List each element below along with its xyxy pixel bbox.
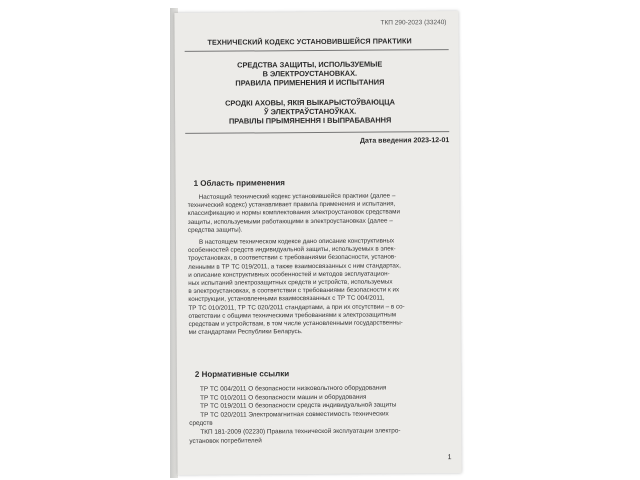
text-line: технический кодекс) устанавливает правила применения и испытания, (187, 200, 396, 210)
title-ru-line: СРЕДСТВА ЗАЩИТЫ, ИСПОЛЬЗУЕМЫЕ (237, 59, 383, 70)
text-line: ных испытаний электрозащитных средств и устройств, используемых (188, 278, 393, 287)
section-1-paragraph-1 (188, 192, 450, 235)
title-belarusian (175, 97, 445, 126)
reference-item: ТР ТС 010/2011 О безопасности машин и оборудования (200, 393, 367, 402)
text-line: ТР ТС 010/2011, ТР ТС 020/2011 стандартами, а при их отсутствии – в со- (188, 303, 405, 312)
page-number: 1 (447, 454, 452, 462)
document-code: ТКП 290-2023 (33240) (380, 19, 447, 27)
title-ru-line: ПРАВИЛА ПРИМЕНЕНИЯ И ИСПЫТАНИЯ (235, 77, 385, 88)
text-line: ми стандартами Республики Беларусь. (188, 328, 303, 337)
section-2-heading: 2 Нормативные ссылки (194, 369, 290, 379)
reference-item: ТР ТС 019/2011 О безопасности средств индивидуальной защиты (200, 401, 397, 411)
text-line: Настоящий технический кодекс установившейся практики (далее – (198, 192, 396, 201)
reference-item-continued: установок потребителей (189, 436, 262, 445)
text-line: и описание конструктивных особенностей и методов эксплуатацион- (188, 270, 390, 279)
section-1-paragraph-2 (188, 237, 451, 337)
reference-item: ТР ТС 004/2011 О безопасности низковольтного оборудования (199, 384, 387, 393)
text-line: особенностей средств индивидуальной защиты, используемых в элек- (188, 245, 396, 255)
reference-item: ТКП 181-2009 (02230) Правила технической эксплуатации электро- (200, 427, 401, 436)
title-by-line: СРОДКІ АХОВЫ, ЯКІЯ ВЫКАРЫСТОЎВАЮЦЦА (225, 97, 396, 108)
divider-top (185, 49, 449, 52)
title-by-line: ПРАВІЛЫ ПРЫМЯНЕННЯ І ВЫПРАБАВАННЯ (228, 115, 392, 126)
text-line: конструкции, установленными взаимосвязанных с ТР ТС 004/2011, (188, 294, 385, 304)
text-line: средства защиты). (187, 226, 243, 234)
text-line: средствам и устройствам, в том числе установленными государственны- (188, 319, 403, 328)
text-line: классификацию и нормы комплектования электроустановок средствами (187, 208, 401, 218)
section-1-heading: 1 Область применения (193, 178, 286, 188)
text-line: В настоящем техническом кодексе дано описание конструктивных (198, 237, 395, 246)
title-russian (175, 59, 445, 88)
text-line: ленными в ТР ТС 019/2011, а также взаимосвязанных с ним стандартах, (188, 262, 401, 271)
reference-item: ТР ТС 020/2011 Электромагнитная совместимость технических (200, 410, 389, 419)
text-line: в электроустановках, в соответствии с требованиями безопасности к их (188, 286, 400, 296)
document-type-heading: ТЕХНИЧЕСКИЙ КОДЕКС УСТАНОВИВШЕЙСЯ ПРАКТИКИ (207, 36, 412, 47)
text-line: троустановках, в соответствии с требованиями безопасности, установ- (188, 253, 397, 263)
reference-item-continued: средств (189, 420, 213, 428)
title-ru-line: В ЭЛЕКТРОУСТАНОВКАХ. (262, 68, 358, 79)
normative-references-list (189, 384, 451, 446)
text-line: защиты, используемыми работающими в электроустановках (далее – (187, 217, 393, 226)
text-line: ответствии с общими техническими требованиями к электрозащитным (188, 311, 397, 320)
divider-bottom (185, 131, 449, 134)
effective-date: Дата введения 2023-12-01 (360, 137, 450, 145)
document-page (174, 11, 461, 475)
title-by-line: Ў ЭЛЕКТРАЎСТАНОЎКАХ. (263, 106, 357, 117)
